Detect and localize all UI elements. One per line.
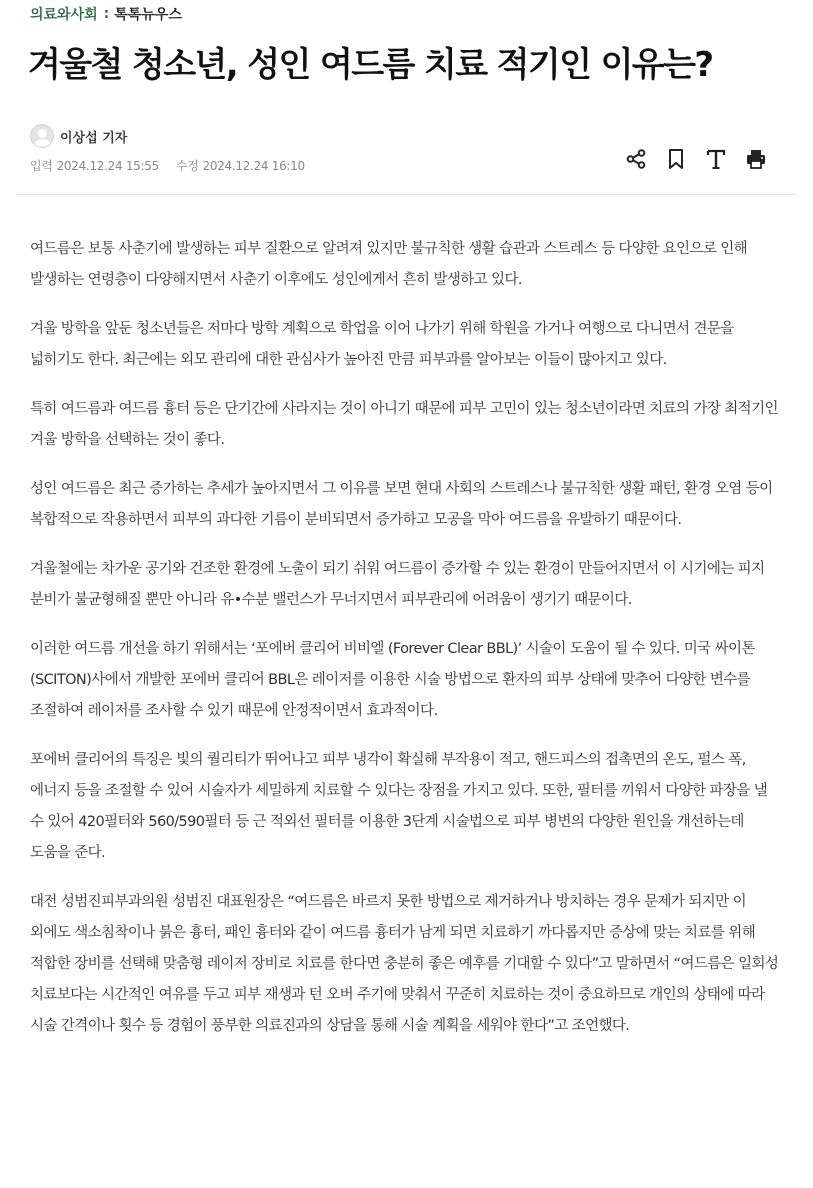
article-tools bbox=[622, 145, 770, 173]
published-label: 입력 bbox=[30, 159, 53, 173]
bookmark-icon bbox=[666, 148, 686, 170]
updated-label: 수정 bbox=[175, 159, 199, 173]
article-paragraph: 이러한 여드름 개선을 하기 위해서는 ‘포에버 클리어 비비엘 (Forever Clear BBL)’ 시술이 도움이 될 수 있다. 미국 싸이톤(SCITON)사에서 개발한 포에버 클리어 BBL은 레이저를 이용한 시술 방법으로 환자의 피부 상태에 맞추어 다양한 변수를 조절하여 레이저를 조사할 수 있기 때문에 안정적이면서 효과적이다. bbox=[30, 641, 755, 719]
article-paragraph: 포에버 클리어의 특징은 빛의 퀄리티가 뛰어나고 피부 냉각이 확실해 부작용이 적고, 핸드피스의 접촉면의 온도, 펄스 폭, 에너지 등을 조절할 수 있어 시술자가 세밀하게 치료할 수 있다는 장점을 가지고 있다. 또한, 필터를 끼워서 다양한 파장을 낼 수 있어 420필터와 560/590필터 등 근 적외선 필터를 이용한 3단계 시술법으로 피부 병변의 다양한 원인을 개선하는데 도움을 준다. bbox=[30, 752, 768, 861]
font-size-icon bbox=[705, 148, 727, 170]
category-sub-link[interactable]: 톡톡뉴우스 bbox=[114, 7, 182, 23]
share-icon bbox=[625, 148, 647, 170]
article-dates bbox=[30, 157, 305, 174]
font-size-button[interactable] bbox=[702, 145, 730, 173]
article-paragraph: 특히 여드름과 여드름 흉터 등은 단기간에 사라지는 것이 아니기 때문에 피부 고민이 있는 청소년이라면 치료의 가장 최적기인 겨울 방학을 선택하는 것이 좋다. bbox=[30, 401, 778, 448]
article-body bbox=[30, 234, 780, 1060]
print-button[interactable] bbox=[742, 145, 770, 173]
article-paragraph: 겨울 방학을 앞둔 청소년들은 저마다 방학 계획으로 학업을 이어 나가기 위해 학원을 가거나 여행으로 다니면서 견문을 넓히기도 한다. 최근에는 외모 관리에 대한 관심사가 높아진 만큼 피부과를 알아보는 이들이 많아지고 있다. bbox=[30, 321, 734, 368]
article-headline: 겨울철 청소년, 성인 여드름 치료 적기인 이유는? bbox=[28, 45, 713, 85]
reporter-avatar bbox=[30, 124, 54, 148]
byline bbox=[30, 124, 127, 148]
bookmark-button[interactable] bbox=[662, 145, 690, 173]
header-divider bbox=[16, 194, 796, 195]
article-paragraph: 겨울철에는 차가운 공기와 건조한 환경에 노출이 되기 쉬워 여드름이 증가할 수 있는 환경이 만들어지면서 이 시기에는 피지 분비가 불균형해질 뿐만 아니라 유•수분 밸런스가 무너지면서 피부관리에 어려움이 생기기 때문이다. bbox=[30, 561, 765, 608]
article-paragraph: 대전 성범진피부과의원 성범진 대표원장은 “여드름은 바르지 못한 방법으로 제거하거나 방치하는 경우 문제가 되지만 이 외에도 색소침착이나 붉은 흉터, 패인 흉터와 같이 여드름 흉터가 남게 되면 치료하기 까다롭지만 증상에 맞는 치료를 위해 적합한 장비를 선택해 맞춤형 레이저 장비로 치료를 한다면 충분히 좋은 예후를 기대할 수 있다”고 말하면서 “여드름은 일회성 치료보다는 시간적인 여유를 두고 피부 재생과 턴 오버 주기에 맞춰서 꾸준히 치료하는 것이 중요하므로 개인의 상태에 따라 시술 간격이나 횟수 등 경험이 풍부한 의료진과의 상담을 통해 시술 계획을 세워야 한다”고 조언했다. bbox=[30, 894, 779, 1034]
updated-date: 2024.12.24 16:10 bbox=[202, 159, 305, 173]
category-separator: : bbox=[103, 6, 110, 22]
category-breadcrumb bbox=[30, 4, 182, 24]
reporter-name[interactable]: 이상섭 기자 bbox=[60, 130, 128, 146]
category-main-link[interactable]: 의료와사회 bbox=[30, 7, 98, 23]
article-paragraph: 성인 여드름은 최근 증가하는 추세가 높아지면서 그 이유를 보면 현대 사회의 스트레스나 불규칙한 생활 패턴, 환경 오염 등이 복합적으로 작용하면서 피부의 과다한 기름이 분비되면서 증가하고 모공을 막아 여드름을 유발하기 때문이다. bbox=[30, 481, 773, 528]
article-paragraph: 여드름은 보통 사춘기에 발생하는 피부 질환으로 알려져 있지만 불규칙한 생활 습관과 스트레스 등 다양한 요인으로 인해 발생하는 연령층이 다양해지면서 사춘기 이후에도 성인에게서 흔히 발생하고 있다. bbox=[30, 241, 748, 288]
share-button[interactable] bbox=[622, 145, 650, 173]
published-date: 2024.12.24 15:55 bbox=[56, 159, 159, 173]
print-icon bbox=[745, 148, 767, 170]
